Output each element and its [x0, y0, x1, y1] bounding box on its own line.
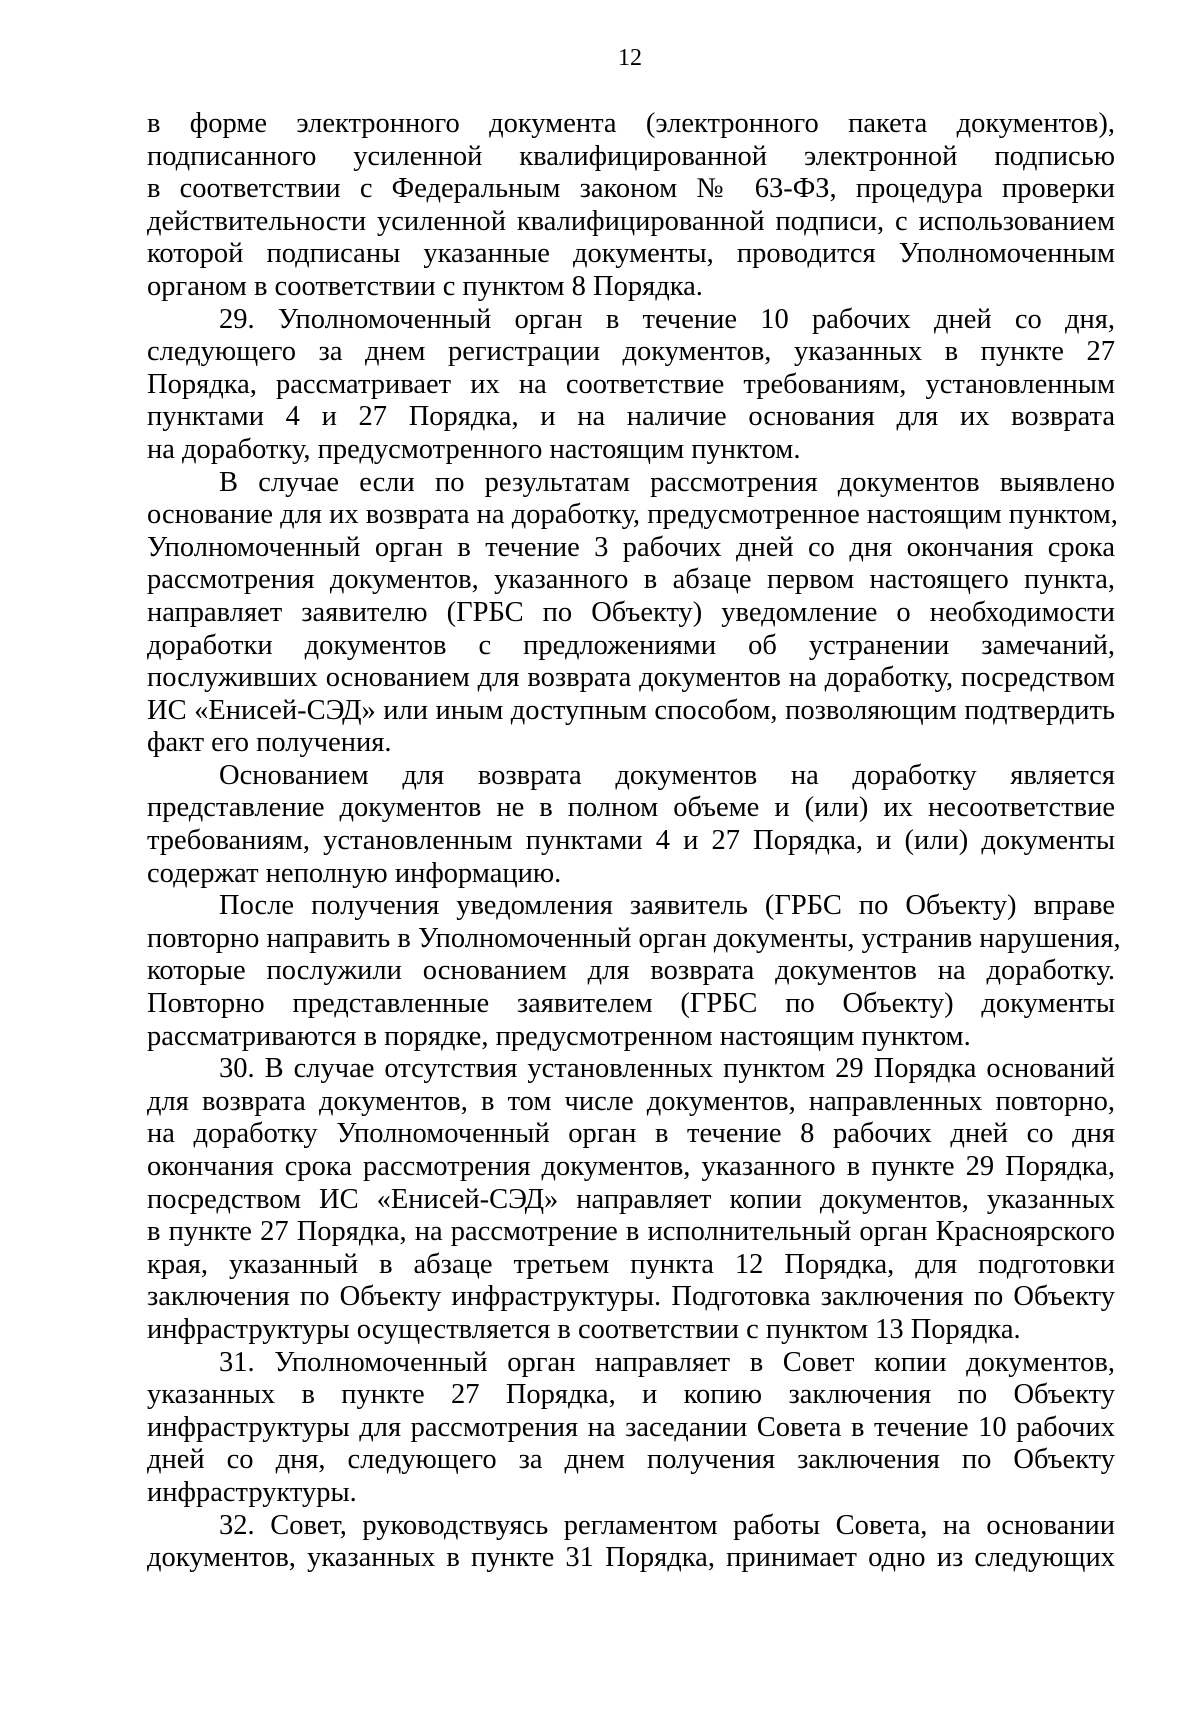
text-line: действительности усиленной квалифицированной подписи, с использованием: [147, 205, 1115, 237]
text-line: которые послужили основанием для возврата документов на доработку.: [147, 955, 1115, 987]
text-line: инфраструктуры осуществляется в соответствии с пунктом 13 Порядка.: [147, 1313, 1021, 1345]
text-line: повторно направить в Уполномоченный орган документы, устранив нарушения,: [147, 922, 1121, 954]
text-line: заключения по Объекту инфраструктуры. Подготовка заключения по Объекту: [147, 1281, 1115, 1313]
text-line: инфраструктуры.: [147, 1476, 357, 1508]
text-line: доработки документов с предложениями об устранении замечаний,: [147, 629, 1115, 661]
text-line: которой подписаны указанные документы, проводится Уполномоченным: [147, 238, 1115, 270]
text-line: подписанного усиленной квалифицированной электронной подписью: [147, 140, 1115, 172]
text-line: в форме электронного документа (электронного пакета документов),: [147, 108, 1115, 139]
paragraph-item-32: [147, 1510, 1115, 1575]
text-line: указанных в пункте 27 Порядка, и копию заключения по Объекту: [147, 1379, 1115, 1411]
text-line: для возврата документов, в том числе документов, направленных повторно,: [147, 1085, 1115, 1117]
page-number: 12: [618, 45, 642, 71]
text-line: содержат неполную информацию.: [147, 857, 562, 889]
text-line: Основанием для возврата документов на доработку является: [219, 759, 1115, 791]
text-line: дней со дня, следующего за днем получения заключения по Объекту: [147, 1444, 1115, 1476]
text-line: на доработку Уполномоченный орган в течение 8 рабочих дней со дня: [147, 1118, 1115, 1150]
paragraph-item-31: [147, 1347, 1115, 1510]
text-line: органом в соответствии с пунктом 8 Порядка.: [147, 270, 703, 302]
text-line: факт его получения.: [147, 727, 392, 759]
text-line: направляет заявителю (ГРБС по Объекту) уведомление о необходимости: [147, 596, 1115, 628]
paragraph-item-29: [147, 304, 1115, 467]
text-line: пунктами 4 и 27 Порядка, и на наличие основания для их возврата: [147, 401, 1115, 433]
text-line: инфраструктуры для рассмотрения на заседании Совета в течение 10 рабочих: [147, 1411, 1115, 1443]
text-line: основание для их возврата на доработку, предусмотренное настоящим пунктом,: [147, 499, 1118, 531]
paragraph-item-30: [147, 1053, 1115, 1346]
text-line: В случае если по результатам рассмотрения документов выявлено: [219, 466, 1115, 498]
text-line: После получения уведомления заявитель (ГРБС по Объекту) вправе: [219, 890, 1115, 922]
text-line: представление документов не в полном объеме и (или) их несоответствие: [147, 792, 1115, 824]
text-line: 32. Совет, руководствуясь регламентом работы Совета, на основании: [219, 1509, 1115, 1541]
text-line: ИС «Енисей-СЭД» или иным доступным способом, позволяющим подтвердить: [147, 694, 1115, 726]
text-line: 30. В случае отсутствия установленных пунктом 29 Порядка оснований: [219, 1053, 1115, 1085]
paragraph-continuation: [147, 108, 1115, 304]
text-line: требованиям, установленным пунктами 4 и 27 Порядка, и (или) документы: [147, 825, 1115, 857]
text-line: на доработку, предусмотренного настоящим пунктом.: [147, 433, 801, 465]
text-line: в пункте 27 Порядка, на рассмотрение в исполнительный орган Красноярского: [147, 1216, 1115, 1248]
paragraph-item-29-grounds: [147, 760, 1115, 890]
text-line: следующего за днем регистрации документов, указанных в пункте 27: [147, 336, 1115, 368]
paragraph-item-29-resubmission: [147, 890, 1121, 1053]
text-line: окончания срока рассмотрения документов, указанного в пункте 29 Порядка,: [147, 1151, 1115, 1182]
text-line: 29. Уполномоченный орган в течение 10 рабочих дней со дня,: [219, 303, 1115, 335]
text-line: посредством ИС «Енисей-СЭД» направляет копии документов, указанных: [147, 1183, 1115, 1215]
text-line: документов, указанных в пункте 31 Порядка, принимает одно из следующих: [147, 1542, 1115, 1574]
text-line: Порядка, рассматривает их на соответствие требованиям, установленным: [147, 368, 1115, 400]
text-line: послуживших основанием для возврата документов на доработку, посредством: [147, 662, 1115, 694]
document-body: [147, 108, 1121, 1575]
text-line: 31. Уполномоченный орган направляет в Совет копии документов,: [219, 1346, 1115, 1378]
paragraph-item-29-return-notice: [147, 466, 1118, 760]
text-line: рассматриваются в порядке, предусмотренном настоящим пунктом.: [147, 1020, 971, 1052]
text-line: Повторно представленные заявителем (ГРБС по Объекту) документы: [147, 988, 1115, 1020]
text-line: в соответствии с Федеральным законом № 63-ФЗ, процедура проверки: [147, 173, 1115, 205]
text-line: рассмотрения документов, указанного в абзаце первом настоящего пункта,: [147, 564, 1115, 596]
text-line: Уполномоченный орган в течение 3 рабочих дней со дня окончания срока: [147, 531, 1115, 563]
text-line: края, указанный в абзаце третьем пункта 12 Порядка, для подготовки: [147, 1248, 1115, 1280]
